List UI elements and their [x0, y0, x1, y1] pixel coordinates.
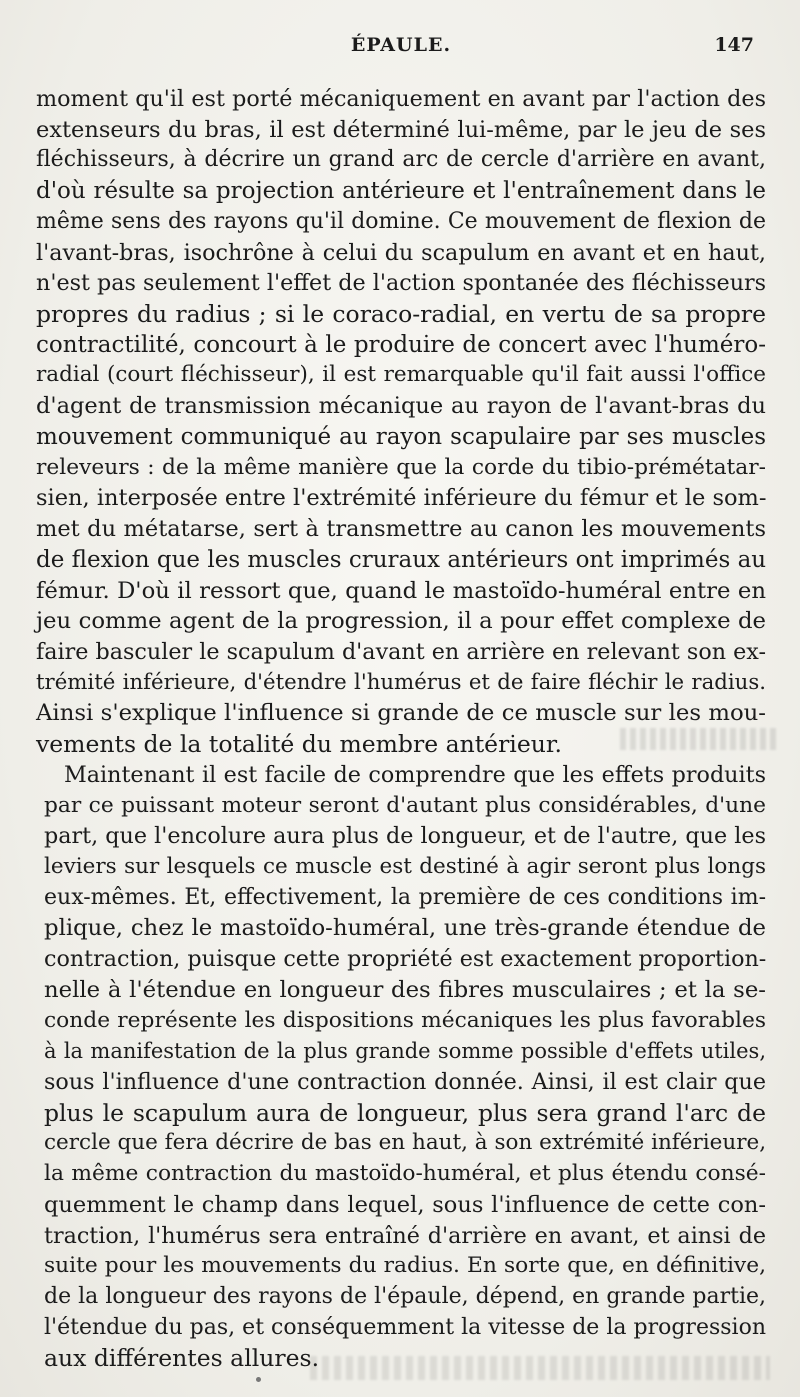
text-line: suite pour les mouvements du radius. En sorte que, en définitive, [44, 1253, 766, 1279]
text-line: même sens des rayons qu'il domine. Ce mouvement de flexion de [36, 208, 766, 234]
text-line: d'où résulte sa projection antérieure et l'entraînement dans le [36, 178, 766, 205]
page-title: ÉPAULE. [350, 34, 452, 56]
text-line: nelle à l'étendue en longueur des fibres musculaires ; et la se- [44, 976, 766, 1003]
text-line: conde représente les dispositions mécaniques les plus favorables [44, 1007, 766, 1033]
text-line: faire basculer le scapulum d'avant en arrière en relevant son ex- [36, 638, 766, 665]
text-line: l'étendue du pas, et conséquemment la vitesse de la progression [44, 1314, 766, 1340]
text-line: propres du radius ; si le coraco-radial, en vertu de sa propre [36, 300, 766, 329]
paragraph-2 [36, 760, 766, 1374]
text-line: contractilité, concourt à le produire de concert avec l'huméro- [36, 331, 766, 358]
text-line: par ce puissant moteur seront d'autant plus considérables, d'une [44, 792, 766, 818]
text-line: la même contraction du mastoïdo-huméral, et plus étendu consé- [44, 1161, 766, 1187]
text-line: jeu comme agent de la progression, il a pour effet complexe de [36, 608, 766, 635]
text-line: radial (court fléchisseur), il est remarquable qu'il fait aussi l'office [36, 362, 766, 388]
body-text [36, 84, 766, 1374]
page-number: 147 [714, 34, 754, 56]
text-line: à la manifestation de la plus grande somme possible d'effets utiles, [44, 1039, 766, 1064]
text-line: part, que l'encolure aura plus de longueur, et de l'autre, que les [44, 823, 766, 850]
text-line: extenseurs du bras, il est déterminé lui-même, par le jeu de ses [36, 116, 766, 143]
text-line: plus le scapulum aura de longueur, plus sera grand l'arc de [44, 1098, 766, 1127]
text-line: d'agent de transmission mécanique au rayon de l'avant-bras du [36, 393, 766, 420]
text-line: leviers sur lesquels ce muscle est destiné à agir seront plus longs [44, 853, 766, 879]
text-line: fémur. D'où il ressort que, quand le mastoïdo-huméral entre en [36, 577, 766, 604]
text-line: aux différentes allures. [44, 1344, 320, 1373]
ink-speck [256, 1377, 261, 1382]
text-line: sous l'influence d'une contraction donnée. Ainsi, il est clair que [44, 1069, 766, 1095]
running-head [38, 34, 764, 60]
text-line: de flexion que les muscles cruraux antérieurs ont imprimés au [36, 546, 767, 573]
text-line: plique, chez le mastoïdo-huméral, une très-grande étendue de [44, 915, 766, 942]
text-line: contraction, puisque cette propriété est exactement proportion- [44, 946, 767, 973]
text-line: eux-mêmes. Et, effectivement, la première de ces conditions im- [44, 884, 766, 910]
text-line: vements de la totalité du membre antérieur. [36, 730, 562, 759]
text-line: traction, l'humérus sera entraîné d'arrière en avant, et ainsi de [44, 1222, 766, 1249]
text-line: met du métatarse, sert à transmettre au canon les mouvements [36, 516, 766, 543]
text-line: cercle que fera décrire de bas en haut, à son extrémité inférieure, [44, 1130, 767, 1156]
text-line: l'avant-bras, isochrône à celui du scapulum en avant et en haut, [36, 239, 766, 266]
text-line: Ainsi s'explique l'influence si grande de ce muscle sur les mou- [36, 700, 766, 727]
text-line: n'est pas seulement l'effet de l'action spontanée des fléchisseurs [36, 270, 767, 297]
text-line: mouvement communiqué au rayon scapulaire par ses muscles [36, 423, 766, 450]
text-line: moment qu'il est porté mécaniquement en avant par l'action des [36, 86, 766, 112]
text-line: trémité inférieure, d'étendre l'humérus et de faire fléchir le radius. [36, 669, 766, 695]
text-line: quemment le champ dans lequel, sous l'influence de cette con- [44, 1191, 766, 1218]
text-line: releveurs : de la même manière que la corde du tibio-prémétatar- [36, 454, 766, 480]
paragraph-1 [36, 84, 766, 760]
text-line: fléchisseurs, à décrire un grand arc de cercle d'arrière en avant, [36, 147, 766, 173]
text-line: de la longueur des rayons de l'épaule, dépend, en grande partie, [44, 1284, 766, 1310]
text-line: Maintenant il est facile de comprendre que les effets produits [64, 761, 766, 788]
text-line: sien, interposée entre l'extrémité inférieure du fémur et le som- [36, 485, 767, 512]
